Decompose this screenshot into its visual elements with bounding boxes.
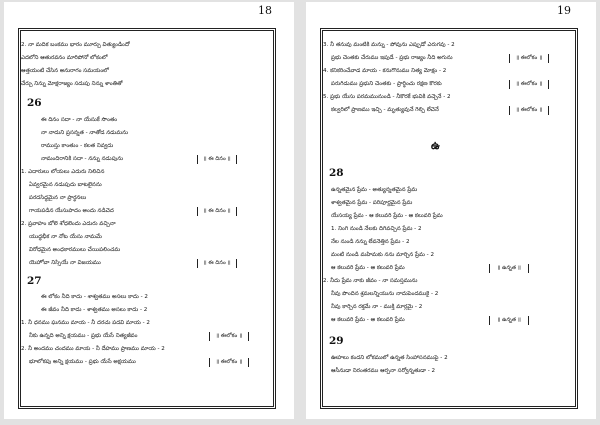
page-content bbox=[323, 39, 577, 409]
lyric-line: 4. కనికరించేవాడ మాయ - కనుగొనుము నిత్య మోక్షం - 2 bbox=[323, 68, 447, 74]
lyric-line: గాయపడిన యేసుపాదం అందు నడిచెద bbox=[29, 208, 114, 214]
lyric-line: 3. నీ తనువు మంటికి మన్ను - పోవును ఎప్పుడో ఎరుగవు - 2 bbox=[323, 42, 455, 48]
refrain-marker: ॥ ఉన్నత ॥ bbox=[489, 316, 529, 325]
lyric-row bbox=[331, 104, 571, 117]
lyric-line: 5. ప్రభు యేసు పరమమునుండి - నీకొరకే భువికి వచ్చెనే - 2 bbox=[323, 94, 451, 100]
lyric-line: యుద్ధభీక నా నోట యేసు నామమే bbox=[29, 234, 102, 240]
lyric-line: యేసయ్య ప్రేమ - ఆ కలువరి ప్రేమ - ఆ కలువరి ప్రేమ bbox=[331, 213, 443, 219]
lyric-row bbox=[29, 257, 269, 270]
lyric-line: పరుగిడుము ప్రభుని చెంతకు - ప్రార్థించు రక్షణ కొరకు bbox=[331, 81, 442, 87]
lyric-line: చేర్చు నిన్ను మోక్షరాజ్యం సదుపు నిన్ను శాంతితో bbox=[21, 81, 123, 87]
lyric-line: శాశ్వతమైన ప్రేమ - పరిపూర్ణమైన ప్రేమ bbox=[331, 200, 413, 206]
page-number: 18 bbox=[258, 4, 272, 17]
lyric-row bbox=[331, 52, 571, 65]
lyric-line: రాముస్తు కాంతుం - కలత నివ్వదు bbox=[41, 143, 114, 149]
refrain-marker: ॥ ఈలోకం ॥ bbox=[209, 358, 249, 367]
lyric-line: విరోధమైన అంధకారములు చేయిపలించమ bbox=[29, 247, 121, 253]
refrain-marker: ॥ ఈ దినం ॥ bbox=[197, 207, 237, 216]
lyric-line: భూలోకపు అన్ని క్షయము - ప్రభు యేసే అక్షయము bbox=[29, 359, 136, 365]
lyric-line: 2. ప్రవాహం బోలె శోధలెందు ఎదురు వచ్చినా bbox=[21, 221, 116, 227]
lyric-line: నీకు ఉన్నది అన్ని క్షయము - ప్రభు యేసే నిత్యజీవం bbox=[29, 333, 138, 339]
lyric-row bbox=[331, 78, 571, 91]
lyric-line: నేల నుండి నన్ను లేవనెత్తిన ప్రేమ - 2 bbox=[331, 239, 410, 245]
lyric-line: ఈ లోకం నీది కాదు - శాశ్వతము అసలు కాదు - 2 bbox=[41, 294, 148, 300]
right-page bbox=[306, 2, 596, 419]
left-page bbox=[4, 2, 294, 419]
lyric-row bbox=[331, 262, 571, 275]
lyric-line: నామందిరానికి సదా - నన్ను నడుపును bbox=[41, 156, 124, 162]
lyric-line: ఎదలోని ఆతురవనం మారిపోనో లోకంలో bbox=[21, 55, 108, 61]
refrain-marker: ॥ ఈలోకం ॥ bbox=[509, 80, 549, 89]
refrain-marker: ॥ ఈలోకం ॥ bbox=[509, 106, 549, 115]
page-content bbox=[21, 39, 275, 409]
song-number-heading: 28 bbox=[329, 167, 344, 179]
lyric-line: కల్వరిలో ప్రాణము ఇచ్చి - మృత్యువునే గెల్చి లేచెనే bbox=[331, 107, 439, 113]
ornament-symbol: ఉ bbox=[431, 139, 440, 152]
lyric-line: ఆ కలువరి ప్రేమ - ఆ కలువరి ప్రేమ bbox=[331, 265, 405, 271]
song-number-heading: 27 bbox=[27, 275, 42, 287]
lyric-row bbox=[41, 153, 271, 166]
lyric-line: ఏవ్వరమైన నడుపుదు బాటలైనను bbox=[29, 182, 102, 188]
refrain-marker: ॥ ఈలోకం ॥ bbox=[509, 54, 549, 63]
lyric-line: నీవు కార్చిన రక్తమే నా - ముక్తి మార్గమై - 2 bbox=[331, 304, 423, 310]
lyric-line: ఈ దినం సదా - నా యేసుకే సొంతం bbox=[41, 117, 118, 123]
lyric-line: ఆత్తయంటి చేసిన అనురాగం సమయంలో bbox=[21, 68, 109, 74]
lyric-line: ఆ కలువరి ప్రేమ - ఆ కలువరి ప్రేమ bbox=[331, 317, 405, 323]
lyric-line: ఆసీనుడా నిరంతరము ఆర్పనా సర్వోన్నతుడా - 2 bbox=[331, 368, 436, 374]
song-number-heading: 26 bbox=[27, 97, 42, 109]
lyric-line: 2. నీదు ప్రేమ నాకు జీవం - నా సమస్తమును bbox=[323, 278, 418, 284]
refrain-marker: ॥ ఉన్నత ॥ bbox=[489, 264, 529, 273]
lyric-line: 1. నీ ధనము ఘనము మాయ - నీ దరచు పదవి మాయ - 2 bbox=[21, 320, 150, 326]
page-frame bbox=[18, 28, 276, 409]
lyric-line: యెహోవా నిస్సియే నా విజయము bbox=[29, 260, 101, 266]
refrain-marker: ॥ ఈలోకం ॥ bbox=[209, 332, 249, 341]
song-number-heading: 29 bbox=[329, 335, 344, 347]
page-frame bbox=[320, 28, 578, 409]
lyric-line: ఊహలు కందని లోకములో ఉన్నత సింహాసనముపై - 2 bbox=[331, 355, 448, 361]
lyric-line: పరదసిద్ధమైన నా ప్రార్థనలు bbox=[29, 195, 87, 201]
lyric-line: 2. నా మదిక బంకము భారం మూర్చు విత్యుండిందో bbox=[21, 42, 130, 48]
page-number: 19 bbox=[557, 4, 571, 17]
lyric-line: నీవు పొందిన శ్రమలన్నియును నాదుపెందముకై - 2 bbox=[331, 291, 439, 297]
refrain-marker: ॥ ఈ దినం ॥ bbox=[197, 155, 237, 164]
lyric-line: ఉన్నతమైన ప్రేమ - అత్యున్నతమైన ప్రేమ bbox=[331, 187, 418, 193]
lyric-row bbox=[331, 314, 571, 327]
lyric-row bbox=[29, 205, 269, 218]
lyric-line: మంటి నుండి మహిమకు నను మార్చిన ప్రేమ - 2 bbox=[331, 252, 435, 258]
lyric-row bbox=[29, 330, 269, 343]
lyric-line: నా నాదుని ప్రసన్నత - నాతోడ నడుమను bbox=[41, 130, 129, 136]
lyric-line: 1. నింగి నుండి నేలకు దిగివచ్చిన ప్రేమ - 2 bbox=[331, 226, 422, 232]
refrain-marker: ॥ ఈ దినం ॥ bbox=[197, 259, 237, 268]
lyric-line: 1. ఎదారులు లోయలు ఎదురు నిలిచిన bbox=[21, 169, 105, 175]
lyric-line: 2. నీ అందము చందము మాయ - నీ దేహము ప్రాణము మాయ - 2 bbox=[21, 346, 165, 352]
lyric-line: ప్రభు చెంతకు చేరుము ఇపుడే - ప్రభు రాజ్యం నీది అగును bbox=[331, 55, 453, 61]
lyric-line: ఈ జీవం నీది కాదు - శాశ్వతము అసలు కాదు - 2 bbox=[41, 307, 148, 313]
lyric-row bbox=[29, 356, 269, 369]
